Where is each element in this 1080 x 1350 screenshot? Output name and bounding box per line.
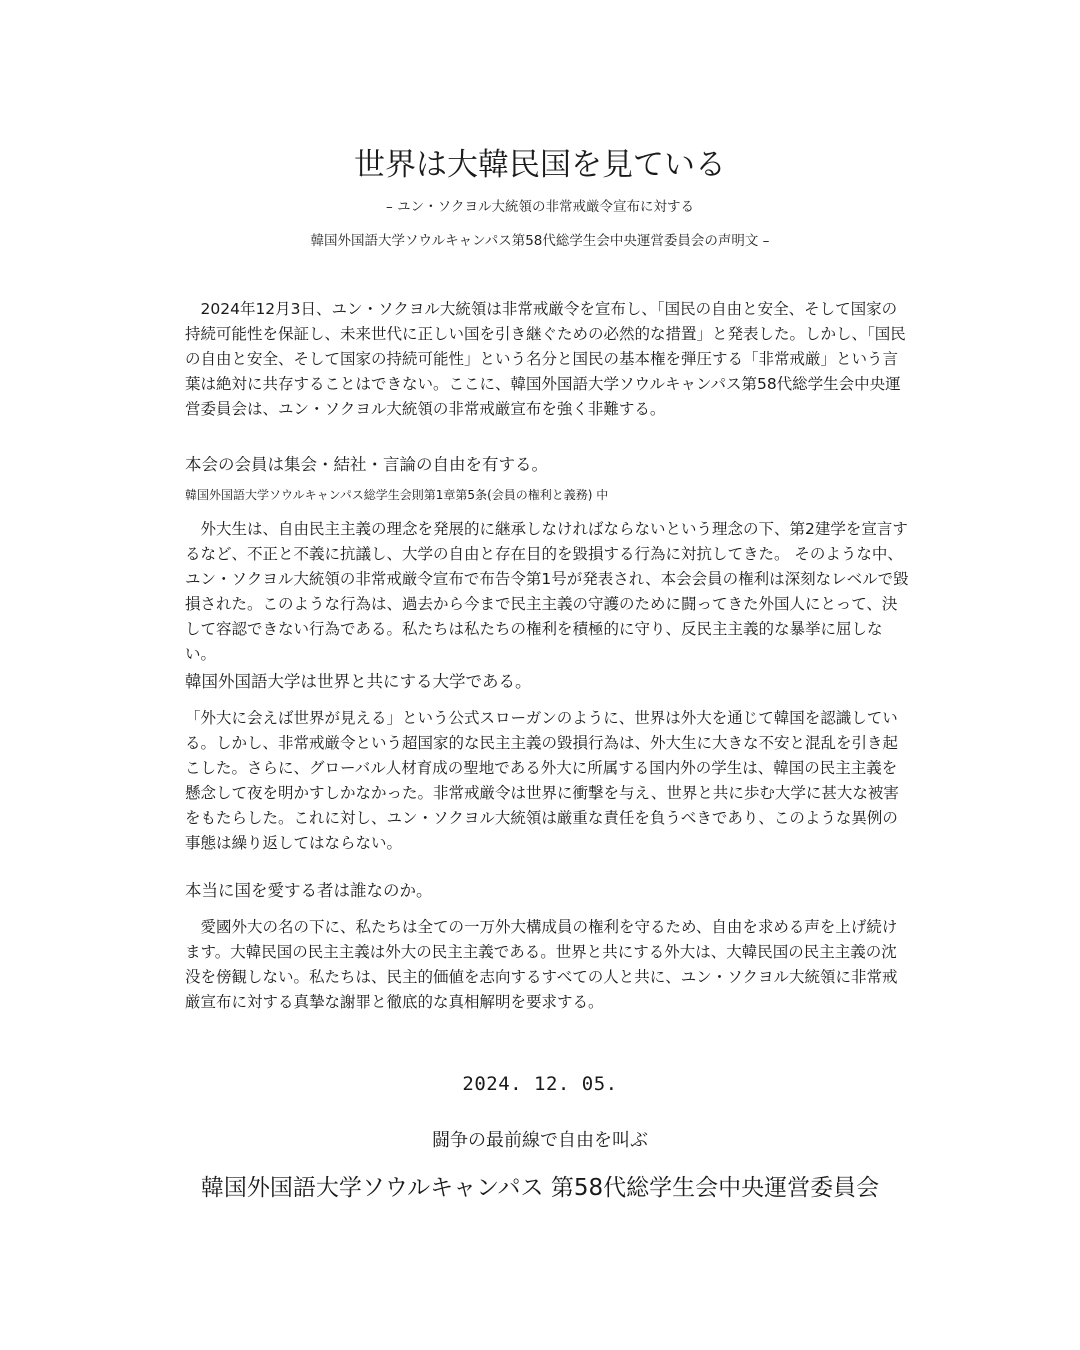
section-citation: 韓国外国語大学ソウルキャンパス総学生会則第1章第5条(会員の権利と義務) 中 [185,488,609,502]
intro-paragraph: 2024年12月3日、ユン・ソクヨル大統領は非常戒厳令を宣布し、「国民の自由と安全、そして国家の持続可能性を保証し、未来世代に正しい国を引き継ぐための必然的な措置」と発表した。しかし、「国民の自由と安全、そして国家の持続可能性」という名分と国民の基本権を弾圧する「非常戒厳」という言葉は絶対に共存することはできない。ここに、韓国外国語大学ソウルキャンパス第58代総学生会中央運営委員会は、ユン・ソクヨル大統領の非常戒厳宣布を強く非難する。 [185,300,906,418]
organization-signature: 韓国外国語大学ソウルキャンパス 第58代総学生会中央運営委員会 [200,1175,880,1201]
section-body-patriotism: 愛國外大の名の下に、私たちは全ての一万外大構成員の権利を守るため、自由を求める声を上げ続けます。大韓民国の民主主義は外大の民主主義である。世界と共にする外大は、大韓民国の民主主義の沈没を傍観しない。私たちは、民主的価値を志向するすべての人と共に、ユン・ソクヨル大統領に非常戒厳宣布に対する真摯な謝罪と徹底的な真相解明を要求する。 [185,918,898,1011]
section-heading-rights: 本会の会員は集会・結社・言論の自由を有する。 [185,455,548,474]
section-heading-patriotism: 本当に国を愛する者は誰なのか。 [185,881,433,900]
subtitle-line-2: 韓国外国語大学ソウルキャンパス第58代総学生会中央運営委員会の声明文 – [310,233,770,249]
page-title: 世界は大韓民国を見ている [354,147,726,183]
section-body-rights: 外大生は、自由民主主義の理念を発展的に継承しなければならないという理念の下、第2建学を宣言するなど、不正と不義に抗議し、大学の自由と存在目的を毀損する行為に対抗してきた。 そのような中、ユン・ソクヨル大統領の非常戒厳令宣布で布告令第1号が発表され、本会会員の権利は深刻なレベルで毀損された。このような行為は、過去から今まで民主主義の守護のために闘ってきた外国人にとって、決して容認できない行為である。私たちは私たちの権利を積極的に守り、反民主主義的な暴挙に屈しない。 [185,520,909,663]
section-heading-world: 韓国外国語大学は世界と共にする大学である。 [185,672,532,691]
closing-slogan: 闘争の最前線で自由を叫ぶ [432,1130,648,1151]
section-body-world: 「外大に会えば世界が見える」という公式スローガンのように、世界は外大を通じて韓国を認識している。しかし、非常戒厳令という超国家的な民主主義の毀損行為は、外大生に大きな不安と混乱を引き起こした。さらに、グローバル人材育成の聖地である外大に所属する国内外の学生は、韓国の民主主義を懸念して夜を明かすしかなかった。非常戒厳令は世界に衝撃を与え、世界と共に歩む大学に甚大な被害をもたらした。これに対し、ユン・ソクヨル大統領は厳重な責任を負うべきであり、このような異例の事態は繰り返してはならない。 [185,709,899,852]
statement-date: 2024. 12. 05. [462,1073,618,1095]
subtitle-line-1: – ユン・ソクヨル大統領の非常戒厳令宣布に対する [386,199,694,215]
